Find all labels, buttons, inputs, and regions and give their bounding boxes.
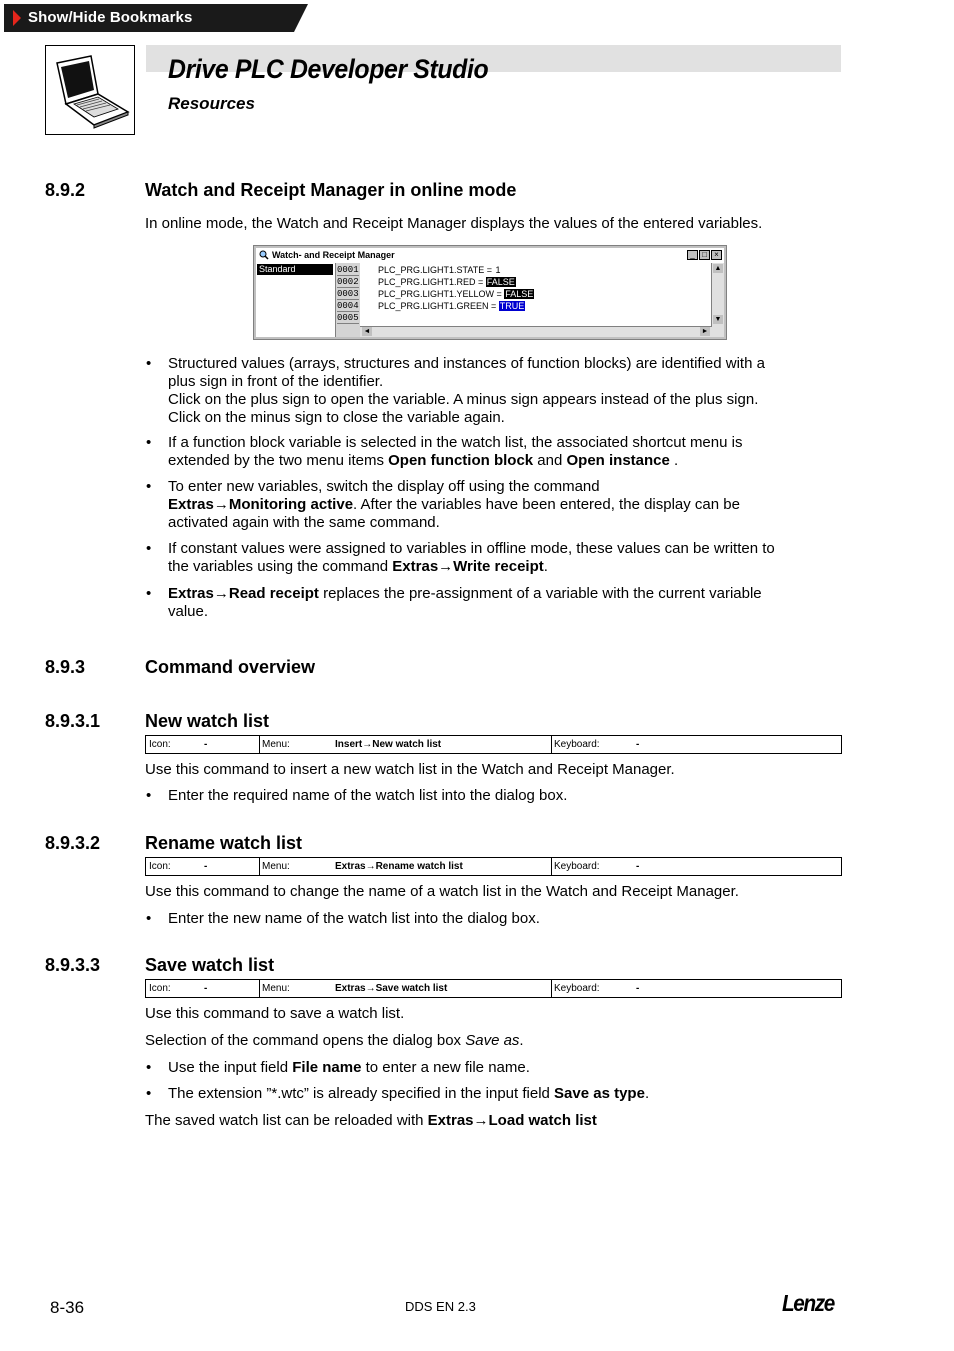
- menu-label: Menu:: [262, 861, 290, 872]
- menu-label: Menu:: [262, 739, 290, 750]
- variable-value: FALSE: [486, 277, 515, 287]
- section-number: 8.9.3.2: [45, 833, 101, 853]
- window-titlebar: [256, 248, 724, 263]
- line-number: 0004: [337, 301, 359, 311]
- bullet-dot: •: [146, 478, 152, 495]
- menu-value: Insert→New watch list: [335, 739, 442, 750]
- window-body: [256, 263, 724, 337]
- bullet-dot: •: [146, 355, 152, 372]
- variable-name: PLC_PRG.LIGHT1.STATE =: [378, 265, 495, 275]
- command-description: Use this command to insert a new watch list in the Watch and Receipt Manager.: [145, 761, 675, 778]
- section-number: 8.9.2: [45, 180, 86, 200]
- tab-label: Show/Hide Bookmarks: [28, 9, 193, 26]
- bullet-function-block: If a function block variable is selected in the watch list, the associated shortcut menu is extended by the two menu items Open function block and Open instance .: [168, 434, 743, 469]
- bullet-item: The extension ”*.wtc” is already specified in the input field Save as type.: [168, 1085, 650, 1102]
- variable-value: FALSE: [505, 289, 534, 299]
- keyboard-label: Keyboard:: [554, 861, 600, 872]
- icon-label: Icon:: [149, 861, 171, 872]
- variable-name: PLC_PRG.LIGHT1.RED =: [378, 277, 486, 287]
- scroll-right-icon[interactable]: ►: [701, 328, 709, 335]
- variable-value: TRUE: [499, 301, 525, 311]
- bullet-item: Enter the required name of the watch list into the dialog box.: [168, 787, 568, 804]
- bullet-dot: •: [146, 1059, 152, 1076]
- close-icon[interactable]: ×: [711, 250, 722, 260]
- document-title: Drive PLC Developer Studio: [168, 54, 489, 84]
- bullet-dot: •: [146, 434, 152, 451]
- bullet-dot: •: [146, 540, 152, 557]
- keyboard-value: -: [636, 983, 640, 994]
- vertical-scrollbar[interactable]: [711, 263, 724, 337]
- page-number: 8-36: [50, 1298, 85, 1317]
- line-number: 0005: [337, 313, 359, 323]
- keyboard-label: Keyboard:: [554, 739, 600, 750]
- watch-list-tree: [256, 263, 336, 337]
- variable-name: PLC_PRG.LIGHT1.YELLOW =: [378, 289, 505, 299]
- watch-receipt-manager-window: [253, 245, 727, 340]
- command-description: Use this command to save a watch list.: [145, 1005, 405, 1022]
- magnifier-icon: [259, 250, 269, 260]
- section-heading: Rename watch list: [145, 833, 303, 853]
- watch-variable-row[interactable]: [378, 264, 501, 276]
- icon-label: Icon:: [149, 739, 171, 750]
- horizontal-scrollbar[interactable]: [360, 326, 712, 337]
- line-number: 0003: [337, 289, 359, 299]
- bullet-constant-values: If constant values were assigned to variables in offline mode, these values can be written to the variables using the command Extras→Write receipt.: [168, 540, 775, 575]
- icon-label: Icon:: [149, 983, 171, 994]
- section-number: 8.9.3: [45, 657, 86, 677]
- section-heading: Watch and Receipt Manager in online mode: [145, 180, 517, 200]
- lenze-logo: Lenze: [782, 1290, 834, 1316]
- section-heading: Command overview: [145, 657, 316, 677]
- scroll-left-icon[interactable]: ◄: [363, 328, 371, 335]
- icon-value: -: [204, 983, 208, 994]
- command-description: Selection of the command opens the dialog box Save as.: [145, 1032, 524, 1049]
- section-number: 8.9.3.3: [45, 955, 101, 975]
- icon-value: -: [204, 861, 208, 872]
- document-subtitle: Resources: [168, 94, 255, 113]
- command-info-table: [145, 979, 842, 998]
- maximize-icon[interactable]: □: [699, 250, 710, 260]
- command-info-table: [145, 857, 842, 876]
- bullet-item: Use the input field File name to enter a new file name.: [168, 1059, 530, 1076]
- watch-variable-row[interactable]: [378, 300, 525, 312]
- show-hide-bookmarks-tab[interactable]: [4, 4, 308, 32]
- document-code: DDS EN 2.3: [405, 1299, 476, 1314]
- menu-label: Menu:: [262, 983, 290, 994]
- laptop-icon: [45, 45, 135, 135]
- watch-list-item[interactable]: Standard: [257, 264, 333, 275]
- section-heading: Save watch list: [145, 955, 275, 975]
- keyboard-value: -: [636, 739, 640, 750]
- menu-value: Extras→Rename watch list: [335, 861, 463, 872]
- bullet-structured-values: Structured values (arrays, structures and instances of function blocks) are identified with a plus sign in front of the identifier. Click on the plus sign to open the variable. A minus sign appears instead of the plus sign. Click on the minus sign to close the variable again.: [168, 355, 765, 426]
- bullet-item: Enter the new name of the watch list into the dialog box.: [168, 910, 540, 927]
- minimize-icon[interactable]: _: [687, 250, 698, 260]
- watch-variable-row[interactable]: [378, 288, 534, 300]
- bullet-new-variables: To enter new variables, switch the display off using the command Extras→Monitoring active. After the variables have been entered, the display can be activated again with the same command.: [168, 478, 740, 531]
- closing-note: The saved watch list can be reloaded with Extras→Load watch list: [145, 1112, 597, 1129]
- command-info-table: [145, 735, 842, 754]
- bullet-read-receipt: Extras→Read receipt replaces the pre-assignment of a variable with the current variable value.: [168, 585, 762, 620]
- keyboard-label: Keyboard:: [554, 983, 600, 994]
- line-number: 0001: [337, 265, 359, 275]
- bullet-dot: •: [146, 910, 152, 927]
- line-number-column: [336, 263, 360, 337]
- bullet-dot: •: [146, 787, 152, 804]
- window-title: Watch- and Receipt Manager: [272, 250, 395, 260]
- keyboard-value: -: [636, 861, 640, 872]
- line-number: 0002: [337, 277, 359, 287]
- bullet-dot: •: [146, 585, 152, 602]
- variable-name: PLC_PRG.LIGHT1.GREEN =: [378, 301, 499, 311]
- section-intro: In online mode, the Watch and Receipt Manager displays the values of the entered variables.: [145, 215, 763, 232]
- scroll-up-icon[interactable]: ▲: [714, 265, 722, 272]
- command-description: Use this command to change the name of a watch list in the Watch and Receipt Manager.: [145, 883, 739, 900]
- menu-value: Extras→Save watch list: [335, 983, 448, 994]
- scroll-down-icon[interactable]: ▼: [714, 316, 722, 323]
- variable-value: 1: [495, 265, 501, 275]
- bullet-dot: •: [146, 1085, 152, 1102]
- icon-value: -: [204, 739, 208, 750]
- section-heading: New watch list: [145, 711, 270, 731]
- watch-variable-row[interactable]: [378, 276, 516, 288]
- section-number: 8.9.3.1: [45, 711, 101, 731]
